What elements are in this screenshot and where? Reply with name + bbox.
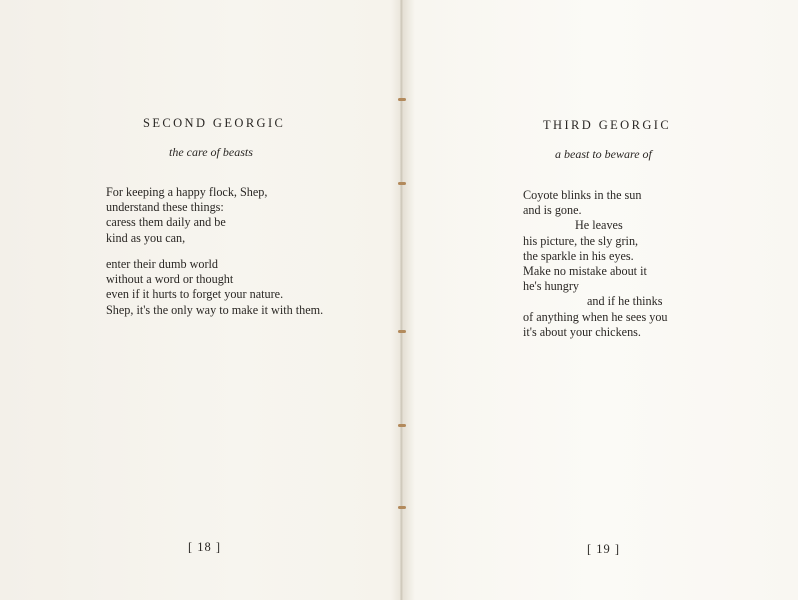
poem-stanza — [106, 257, 323, 318]
poem-line: Shep, it's the only way to make it with them. — [106, 302, 324, 317]
poem-line: Coyote blinks in the sun — [523, 188, 642, 202]
poem-line: his picture, the sly grin, — [523, 233, 639, 248]
page-number: [ 19 ] — [587, 542, 621, 556]
poem-line: without a word or thought — [106, 272, 234, 287]
poem-title: THIRD GEORGIC — [543, 118, 672, 132]
right-page — [403, 0, 798, 600]
poem-line: of anything when he sees you — [523, 309, 668, 324]
poem-line: For keeping a happy flock, Shep, — [106, 185, 268, 199]
poem-subtitle: the care of beasts — [169, 145, 253, 159]
poem-line: he's hungry — [523, 279, 580, 294]
poem-line: it's about your chickens. — [523, 324, 641, 339]
poem-line: enter their dumb world — [106, 257, 219, 271]
poem-subtitle: a beast to beware of — [555, 147, 652, 161]
page-number: [ 18 ] — [188, 540, 222, 554]
poem-line: the sparkle in his eyes. — [523, 248, 634, 263]
poem-title: SECOND GEORGIC — [143, 116, 286, 130]
poem-line: caress them daily and be — [106, 215, 226, 230]
poem-line: and if he thinks — [587, 294, 663, 309]
poem-line: even if it hurts to forget your nature. — [106, 287, 284, 302]
poem-line: understand these things: — [106, 200, 224, 215]
poem-line: Make no mistake about it — [523, 264, 647, 279]
poem-line: kind as you can, — [106, 230, 186, 245]
poem-stanza — [523, 188, 668, 340]
poem-stanza — [106, 185, 267, 246]
poem-line: and is gone. — [523, 203, 582, 218]
poem-line: He leaves — [575, 218, 623, 233]
